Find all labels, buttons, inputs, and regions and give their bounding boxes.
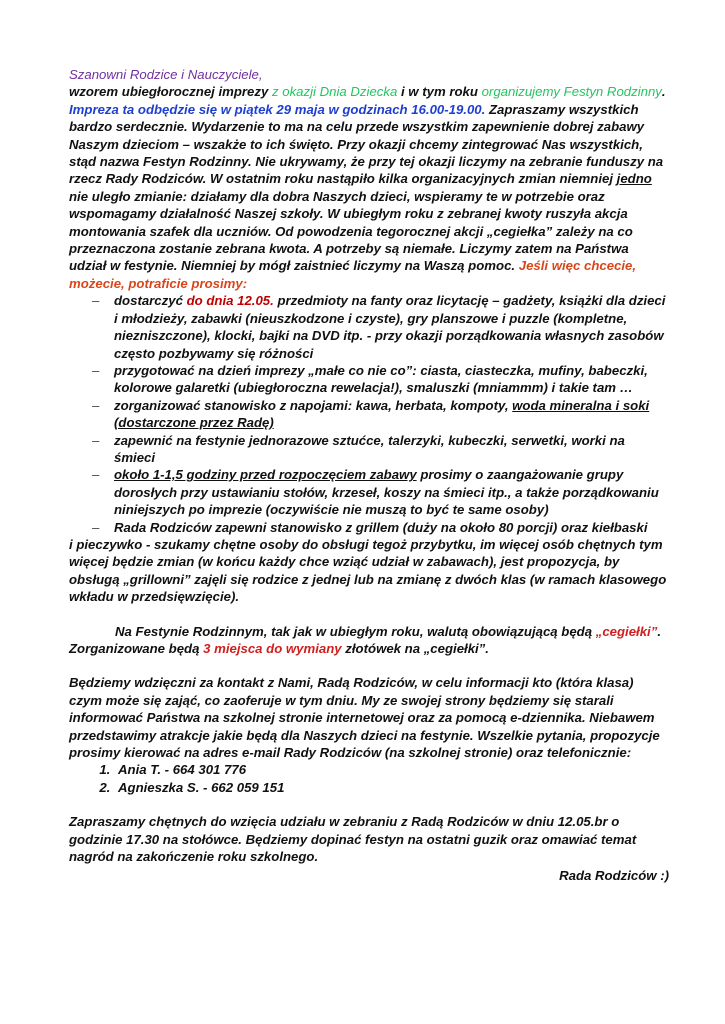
intro-organize: organizujemy Festyn Rodzinny xyxy=(481,84,662,100)
list-item: – Rada Rodziców zapewni stanowisko z grillem (duży na około 80 porcji) oraz kiełbaski xyxy=(114,519,669,536)
list-item xyxy=(114,292,669,362)
signature: Rada Rodziców :) xyxy=(559,868,669,884)
intro-text-i: nie uległo zmianie: działamy dla dobra Naszych dzieci, wspieramy te w potrzebie oraz wspomagamy działalność Naszej szkoły. W ubiegłym roku z zebranej kwoty ruszyła akcja montowania szafek dla uczniów. Od powodzenia tegorocznej akcji „cegiełka” zależy na co przeznaczona zostanie zebrana kwota. A potrzeby są niemałe. Liczymy zatem na Państwa udział w festynie. Niemniej by mógł zaistnieć liczymy na Waszą pomoc. xyxy=(69,188,633,274)
bullet1-a: dostarczyć xyxy=(114,293,187,309)
bullet3-a: zorganizować stanowisko z napojami: kawa, herbata, kompoty, xyxy=(114,397,513,413)
contact-list xyxy=(69,761,669,796)
list-item: – przygotować na dzień imprezy „małe co nie co”: ciasta, ciasteczka, mufiny, babeczki, kolorowe galaretki (ubiegłoroczna rewelacja!), smaluszki (mniammm) i takie tam … xyxy=(114,362,669,397)
intro-request: Jeśli więc chcecie, możecie, potraficie prosimy: xyxy=(69,258,637,291)
list-item: 1. Ania T. - 664 301 776 xyxy=(114,761,669,778)
contact-paragraph: Będziemy wdzięczni za kontakt z Nami, Radą Rodziców, w celu informacji kto (która klasa) czym może się zająć, co zaoferuje w tym dniu. My ze swojej strony będziemy się starali informować Państwa na szkolnej stronie internetowej oraz za pomocą e-dziennika. Niebawem przedstawimy atrakcje jakie będą dla Naszych dzieci na festynie. Wszelkie pytania, propozycje prosimy kierować na adres e-mail Rady Rodziców (na szkolnej stronie) oraz telefonicznie: xyxy=(69,675,660,761)
spacer xyxy=(69,796,669,813)
list-item xyxy=(114,397,669,432)
intro-text-e: . xyxy=(661,84,666,100)
intro-paragraph xyxy=(69,83,669,292)
currency-c: . Zorganizowane będą xyxy=(69,623,661,656)
spacer xyxy=(69,606,669,623)
letter xyxy=(69,66,669,885)
list-item: 2. Agnieszka S. - 662 059 151 xyxy=(114,779,669,796)
meeting-paragraph: Zapraszamy chętnych do wzięcia udziału w zebraniu z Radą Rodziców w dniu 12.05.br o godzinie 17.30 na stołówce. Będziemy dopinać festyn na ostatni guzik oraz omawiać temat nagród na zakończenie roku szkolnego. xyxy=(69,814,637,865)
list-item xyxy=(114,466,669,518)
list-item: – zapewnić na festynie jednorazowe sztućce, talerzyki, kubeczki, serwetki, worki na śmieci xyxy=(114,432,669,467)
intro-occasion: z okazji Dnia Dziecka xyxy=(271,84,398,100)
grill-paragraph: i pieczywko - szukamy chętne osoby do obsługi tegoż przybytku, im więcej osób chętnych tym więcej będzie zmian (w końcu każdy chce wziąć udział w zabawach), jest propozycja, by obsługą „grillowni” zajęli się rodzice z jednej lub na zmianę z dwóch klas (w ramach klasowego wkładu w przedsięwzięcie). xyxy=(69,536,667,605)
request-list xyxy=(69,292,669,536)
currency-exchange-points: 3 miejsca do wymiany xyxy=(203,641,342,656)
spacer xyxy=(69,657,669,674)
bullet3-underlined: woda mineralna i soki (dostarczone przez Radę) xyxy=(114,397,650,431)
currency-a: Na Festynie Rodzinnym, tak jak w ubiegłym roku, walutą obowiązującą będą xyxy=(115,623,596,639)
bullet1-c: przedmioty na fanty oraz licytację – gadżety, książki dla dzieci i młodzieży, zabawki (nieuszkodzone i czyste), gry planszowe i puzzle (kompletne, niezniszczone), klocki, bajki na DVD itp. - przy okazji porządkowania własnych zasobów często pozbywamy się różności xyxy=(114,293,666,361)
currency-cegielki: „cegiełki” xyxy=(595,623,658,639)
bullet5-time: około 1-1,5 godziny przed rozpoczęciem zabawy xyxy=(114,467,417,483)
intro-text-g: Zapraszamy wszystkich bardzo serdecznie. Wydarzenie to ma na celu przede wszystkim zapewnienie dobrej zabawy Naszym dzieciom – wszakże to ich święto. Przy okazji chcemy zintegrować Nas wszystkich, stąd nazwa Festyn Rodzinny. Nie ukrywamy, że przy tej okazji liczymy na zebranie funduszy na rzecz Rady Rodziców. W ostatnim roku nastąpiło kilka organizacyjnych zmian niemniej xyxy=(69,101,664,187)
currency-paragraph xyxy=(69,623,669,658)
bullet1-deadline: do dnia 12.05. xyxy=(186,293,274,309)
currency-e: złotówek na „cegiełki”. xyxy=(341,641,489,656)
intro-text-a: wzorem ubiegłorocznej imprezy xyxy=(69,84,272,100)
bullet5-b: prosimy o zaangażowanie grupy dorosłych przy ustawianiu stołów, krzeseł, koszy na śmieci itp., a także porządkowaniu niniejszych po imprezie (oczywiście nie muszą to być te same osoby) xyxy=(114,467,659,518)
intro-text-c: i w tym roku xyxy=(397,84,482,100)
event-date: Impreza ta odbędzie się w piątek 29 maja w godzinach 16.00-19.00. xyxy=(69,101,486,117)
salutation: Szanowni Rodzice i Nauczyciele, xyxy=(69,67,263,82)
intro-underlined-word: jedno xyxy=(616,171,652,187)
